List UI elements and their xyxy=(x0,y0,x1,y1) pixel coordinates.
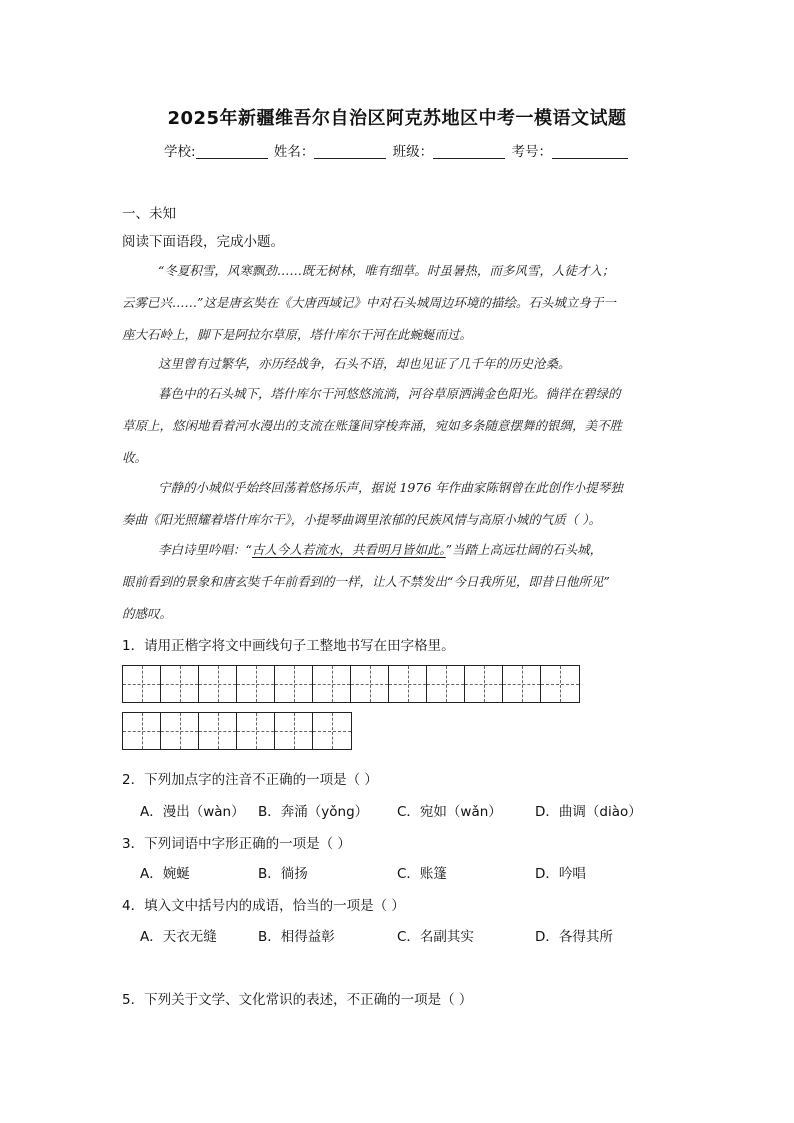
passage-line: 收。 xyxy=(122,450,148,465)
option-a[interactable]: A．婉蜒 xyxy=(140,866,190,882)
underlined-sentence: 古人今人若流水，共看明月皆如此。 xyxy=(251,542,446,557)
grid-cell[interactable] xyxy=(161,713,199,749)
grid-cell[interactable] xyxy=(313,666,351,702)
option-a[interactable]: A．天衣无缝 xyxy=(140,929,217,945)
passage-line: 草原上，悠闲地看着河水漫出的支流在账篷间穿梭奔涌，宛如多条随意摆舞的银绸，美不胜 xyxy=(122,418,623,433)
passage-line: 眼前看到的景象和唐玄奘千年前看到的一样，让人不禁发出“今日我所见，即昔日他所见” xyxy=(122,574,610,589)
passage-paragraph-1 xyxy=(122,255,678,351)
option-d[interactable]: D．吟唱 xyxy=(535,866,586,882)
option-c[interactable]: C．宛如（wǎn） xyxy=(397,804,502,820)
passage-line: 这里曾有过繁华，亦历经战争，石头不语，却也见证了几千年的历史沧桑。 xyxy=(158,356,571,371)
grid-cell[interactable] xyxy=(503,666,541,702)
option-d[interactable]: D．各得其所 xyxy=(535,929,613,945)
passage-line: 云雾已兴……”这是唐玄奘在《大唐西域记》中对石头城周边环境的描绘。石头城立身于一 xyxy=(122,295,616,310)
question-2-stem: 2．下列加点字的注音不正确的一项是（ ） xyxy=(122,772,378,788)
number-field[interactable] xyxy=(552,144,628,159)
passage-line: ”当踏上高远壮阔的石头城， xyxy=(445,542,603,557)
student-info-line xyxy=(0,140,794,160)
grid-cell[interactable] xyxy=(465,666,503,702)
passage-line: 的感叹。 xyxy=(122,606,173,621)
passage-paragraph-5 xyxy=(122,534,678,630)
option-c[interactable]: C．名副其实 xyxy=(397,929,474,945)
writing-grid-row-1[interactable] xyxy=(122,665,580,703)
grid-cell[interactable] xyxy=(199,713,237,749)
question-5-stem: 5．下列关于文学、文化常识的表述，不正确的一项是（ ） xyxy=(122,992,473,1008)
grid-cell[interactable] xyxy=(389,666,427,702)
question-4-stem: 4．填入文中括号内的成语，恰当的一项是（ ） xyxy=(122,898,405,914)
grid-cell[interactable] xyxy=(237,666,275,702)
grid-cell[interactable] xyxy=(123,666,161,702)
option-c[interactable]: C．账篷 xyxy=(397,866,447,882)
school-label: 学校: xyxy=(164,144,196,160)
option-b[interactable]: B．奔涌（yǒng） xyxy=(258,804,369,820)
class-label: 班级： xyxy=(392,144,434,160)
passage-line: 宁静的小城似乎始终回荡着悠扬乐声，据说 1976 年作曲家陈钢曾在此创作小提琴独 xyxy=(158,480,623,495)
grid-cell[interactable] xyxy=(541,666,579,702)
school-field[interactable] xyxy=(196,144,268,159)
option-d[interactable]: D．曲调（diào） xyxy=(535,804,642,820)
grid-cell[interactable] xyxy=(427,666,465,702)
passage-line: 暮色中的石头城下，塔什库尔干河悠悠流淌，河谷草原洒满金色阳光。徜徉在碧绿的 xyxy=(158,386,621,401)
grid-cell[interactable] xyxy=(161,666,199,702)
option-b[interactable]: B．相得益彰 xyxy=(258,929,335,945)
option-a[interactable]: A．漫出（wàn） xyxy=(140,804,245,820)
grid-cell[interactable] xyxy=(313,713,351,749)
number-label: 考号： xyxy=(511,144,552,160)
grid-cell[interactable] xyxy=(275,666,313,702)
passage-line: 李白诗里吟唱：“ xyxy=(158,542,252,557)
name-label: 姓名： xyxy=(273,144,315,160)
passage-paragraph-4 xyxy=(122,472,678,536)
option-b[interactable]: B．徜扬 xyxy=(258,866,308,882)
grid-cell[interactable] xyxy=(237,713,275,749)
passage-line: 座大石岭上，脚下是阿拉尔草原，塔什库尔干河在此蜿蜒而过。 xyxy=(122,327,473,342)
passage-line: “冬夏积雪，风寒飘劲……既无树林，唯有细草。时虽暑热，而多风雪，人徒才入； xyxy=(158,263,615,278)
name-field[interactable] xyxy=(314,144,386,159)
reading-instruction: 阅读下面语段，完成小题。 xyxy=(122,234,284,250)
passage-paragraph-2 xyxy=(122,348,678,380)
question-3-stem: 3．下列词语中字形正确的一项是（ ） xyxy=(122,836,351,852)
grid-cell[interactable] xyxy=(123,713,161,749)
question-1-stem: 1．请用正楷字将文中画线句子工整地书写在田字格里。 xyxy=(122,638,455,654)
passage-line: 奏曲《阳光照耀着塔什库尔干》，小提琴曲调里浓郁的民族风情与高原小城的气质（ ）。 xyxy=(122,512,601,527)
page-title: 2025年新疆维吾尔自治区阿克苏地区中考一模语文试题 xyxy=(167,108,627,129)
passage-paragraph-3 xyxy=(122,378,678,474)
grid-cell[interactable] xyxy=(275,713,313,749)
grid-cell[interactable] xyxy=(199,666,237,702)
grid-cell[interactable] xyxy=(351,666,389,702)
class-field[interactable] xyxy=(433,144,505,159)
writing-grid-row-2[interactable] xyxy=(122,712,352,750)
section-heading: 一、未知 xyxy=(122,206,176,222)
